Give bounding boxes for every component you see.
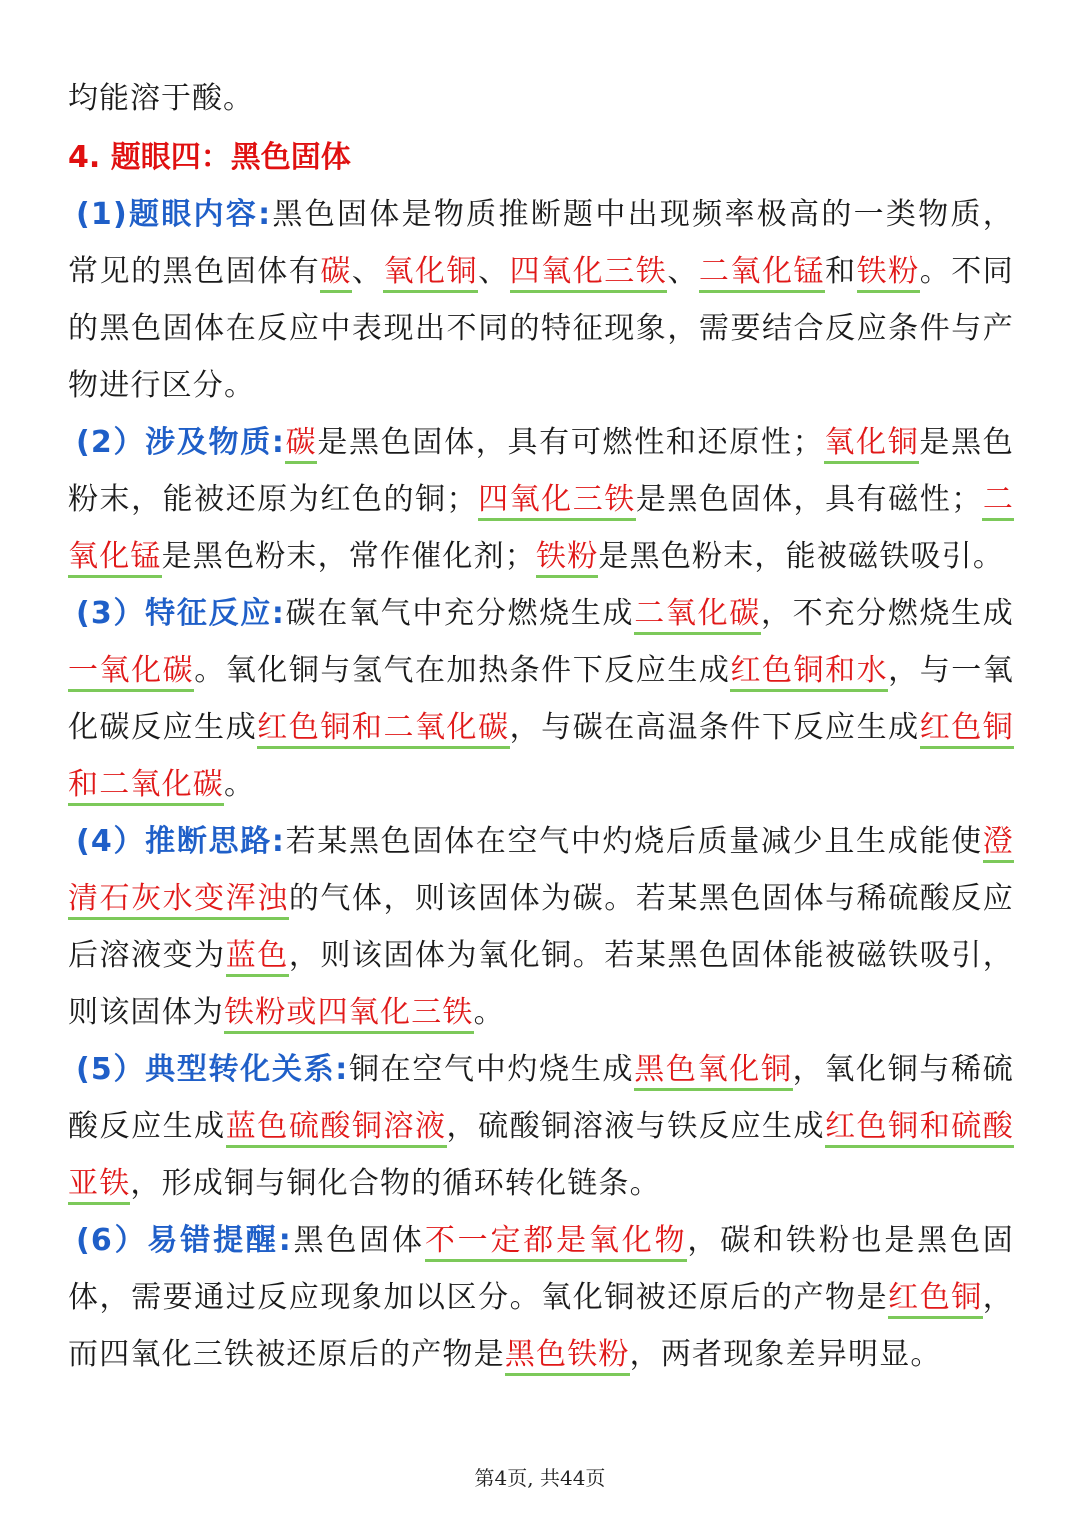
highlighted-term: 不一定都是氧化物 [425,1223,688,1262]
highlighted-term: 红色铜和水 [730,653,888,692]
body-text: 。 [473,995,505,1030]
highlighted-term: 一氧化碳 [68,653,194,692]
highlighted-term: 黑色铁粉 [505,1337,630,1376]
highlighted-term: 铁粉或四氧化三铁 [224,995,474,1034]
paragraph-1 [68,186,1014,414]
body-text: 黑色固体是物质推断题中出现频率极高的一类物质，常见的黑色固体有 [68,197,1014,289]
highlighted-term: 铁粉 [536,539,598,578]
body-text: ，则该固体为氧化铜。若某黑色固体能被磁铁吸引，则该固体为 [68,938,1015,1030]
body-text: 黑色固体 [291,1223,425,1258]
paragraph-5 [68,1041,1014,1212]
body-text: 是黑色固体，具有磁性； [635,482,983,517]
paragraph-list [68,186,1014,1383]
body-text: ，碳和铁粉也是黑色固体，需要通过反应现象加以区分。氧化铜被还原后的产物是 [68,1223,1014,1315]
body-text: 若某黑色固体在空气中灼烧后质量减少且生成能使 [285,824,983,859]
body-text: 。不同的黑色固体在反应中表现出不同的特征现象，需要结合反应条件与产物进行区分。 [68,254,1014,403]
highlighted-term: 二氧化锰 [699,254,825,293]
paragraph-6 [68,1212,1014,1383]
body-text: ，而四氧化三铁被还原后的产物是 [68,1280,1014,1372]
highlighted-term: 黑色氧化铜 [634,1052,792,1091]
body-text: 是黑色粉末，常作催化剂； [161,539,537,574]
page-footer: 第4页, 共44页 [474,1466,606,1490]
intro-line: 均能溶于酸。 [68,81,254,116]
paragraph-2 [68,414,1014,585]
highlighted-term: 碳 [285,425,317,464]
highlighted-term: 四氧化三铁 [510,254,668,293]
paragraph-lead: (6）易错提醒: [76,1223,292,1258]
highlighted-term: 蓝色 [226,938,289,977]
body-text: ，与碳在高温条件下反应生成 [509,710,920,745]
highlighted-term: 红色铜 [888,1280,983,1319]
highlighted-term: 红色铜和硫酸亚铁 [68,1109,1014,1205]
paragraph-lead: (2）涉及物质: [76,425,286,460]
body-text: 、 [478,254,510,289]
body-text: ，与一氧化碳反应生成 [68,653,1014,745]
body-text: 碳在氧气中充分燃烧生成 [285,596,635,631]
highlighted-term: 澄清石灰水变浑浊 [68,824,1014,920]
body-text: 、 [351,254,384,289]
body-text: 是黑色固体，具有可燃性和还原性； [317,425,824,460]
body-text: ，形成铜与铜化合物的循环转化链条。 [130,1166,661,1201]
document-page [68,70,1014,1383]
body-text: 。氧化铜与氢气在加热条件下反应生成 [194,653,731,688]
paragraph-lead: (1)题眼内容: [76,197,272,232]
body-text: ，两者现象差异明显。 [629,1337,942,1372]
paragraph-lead: (5）典型转化关系: [76,1052,349,1087]
paragraph-lead: (4）推断思路: [76,824,286,859]
body-text: ，不充分燃烧生成 [760,596,1014,631]
body-text: 是黑色粉末，能被还原为红色的铜； [68,425,1015,517]
highlighted-term: 二氧化碳 [634,596,761,635]
highlighted-term: 红色铜和二氧化碳 [257,710,509,749]
body-text: 。 [224,767,256,802]
paragraph-3 [68,585,1014,813]
body-text: 和 [825,254,857,289]
body-text: 的气体，则该固体为碳。若某黑色固体与稀硫酸反应后溶液变为 [68,881,1014,973]
highlighted-term: 碳 [320,254,352,293]
body-text: ，硫酸铜溶液与铁反应生成 [446,1109,826,1144]
body-text: ，氧化铜与稀硫酸反应生成 [68,1052,1014,1144]
highlighted-term: 氧化铜 [383,254,478,293]
body-text: 铜在空气中灼烧生成 [348,1052,635,1087]
paragraph-4 [68,813,1014,1041]
body-text: 是黑色粉末，能被磁铁吸引。 [598,539,1005,574]
paragraph-lead: (3）特征反应: [76,596,286,631]
highlighted-term: 二氧化锰 [68,482,1014,578]
highlighted-term: 红色铜和二氧化碳 [68,710,1014,806]
body-text: 、 [667,254,699,289]
highlighted-term: 氧化铜 [824,425,920,464]
highlighted-term: 铁粉 [857,254,920,293]
highlighted-term: 蓝色硫酸铜溶液 [226,1109,447,1148]
section-heading: 4. 题眼四：黑色固体 [68,140,351,175]
highlighted-term: 四氧化三铁 [478,482,636,521]
